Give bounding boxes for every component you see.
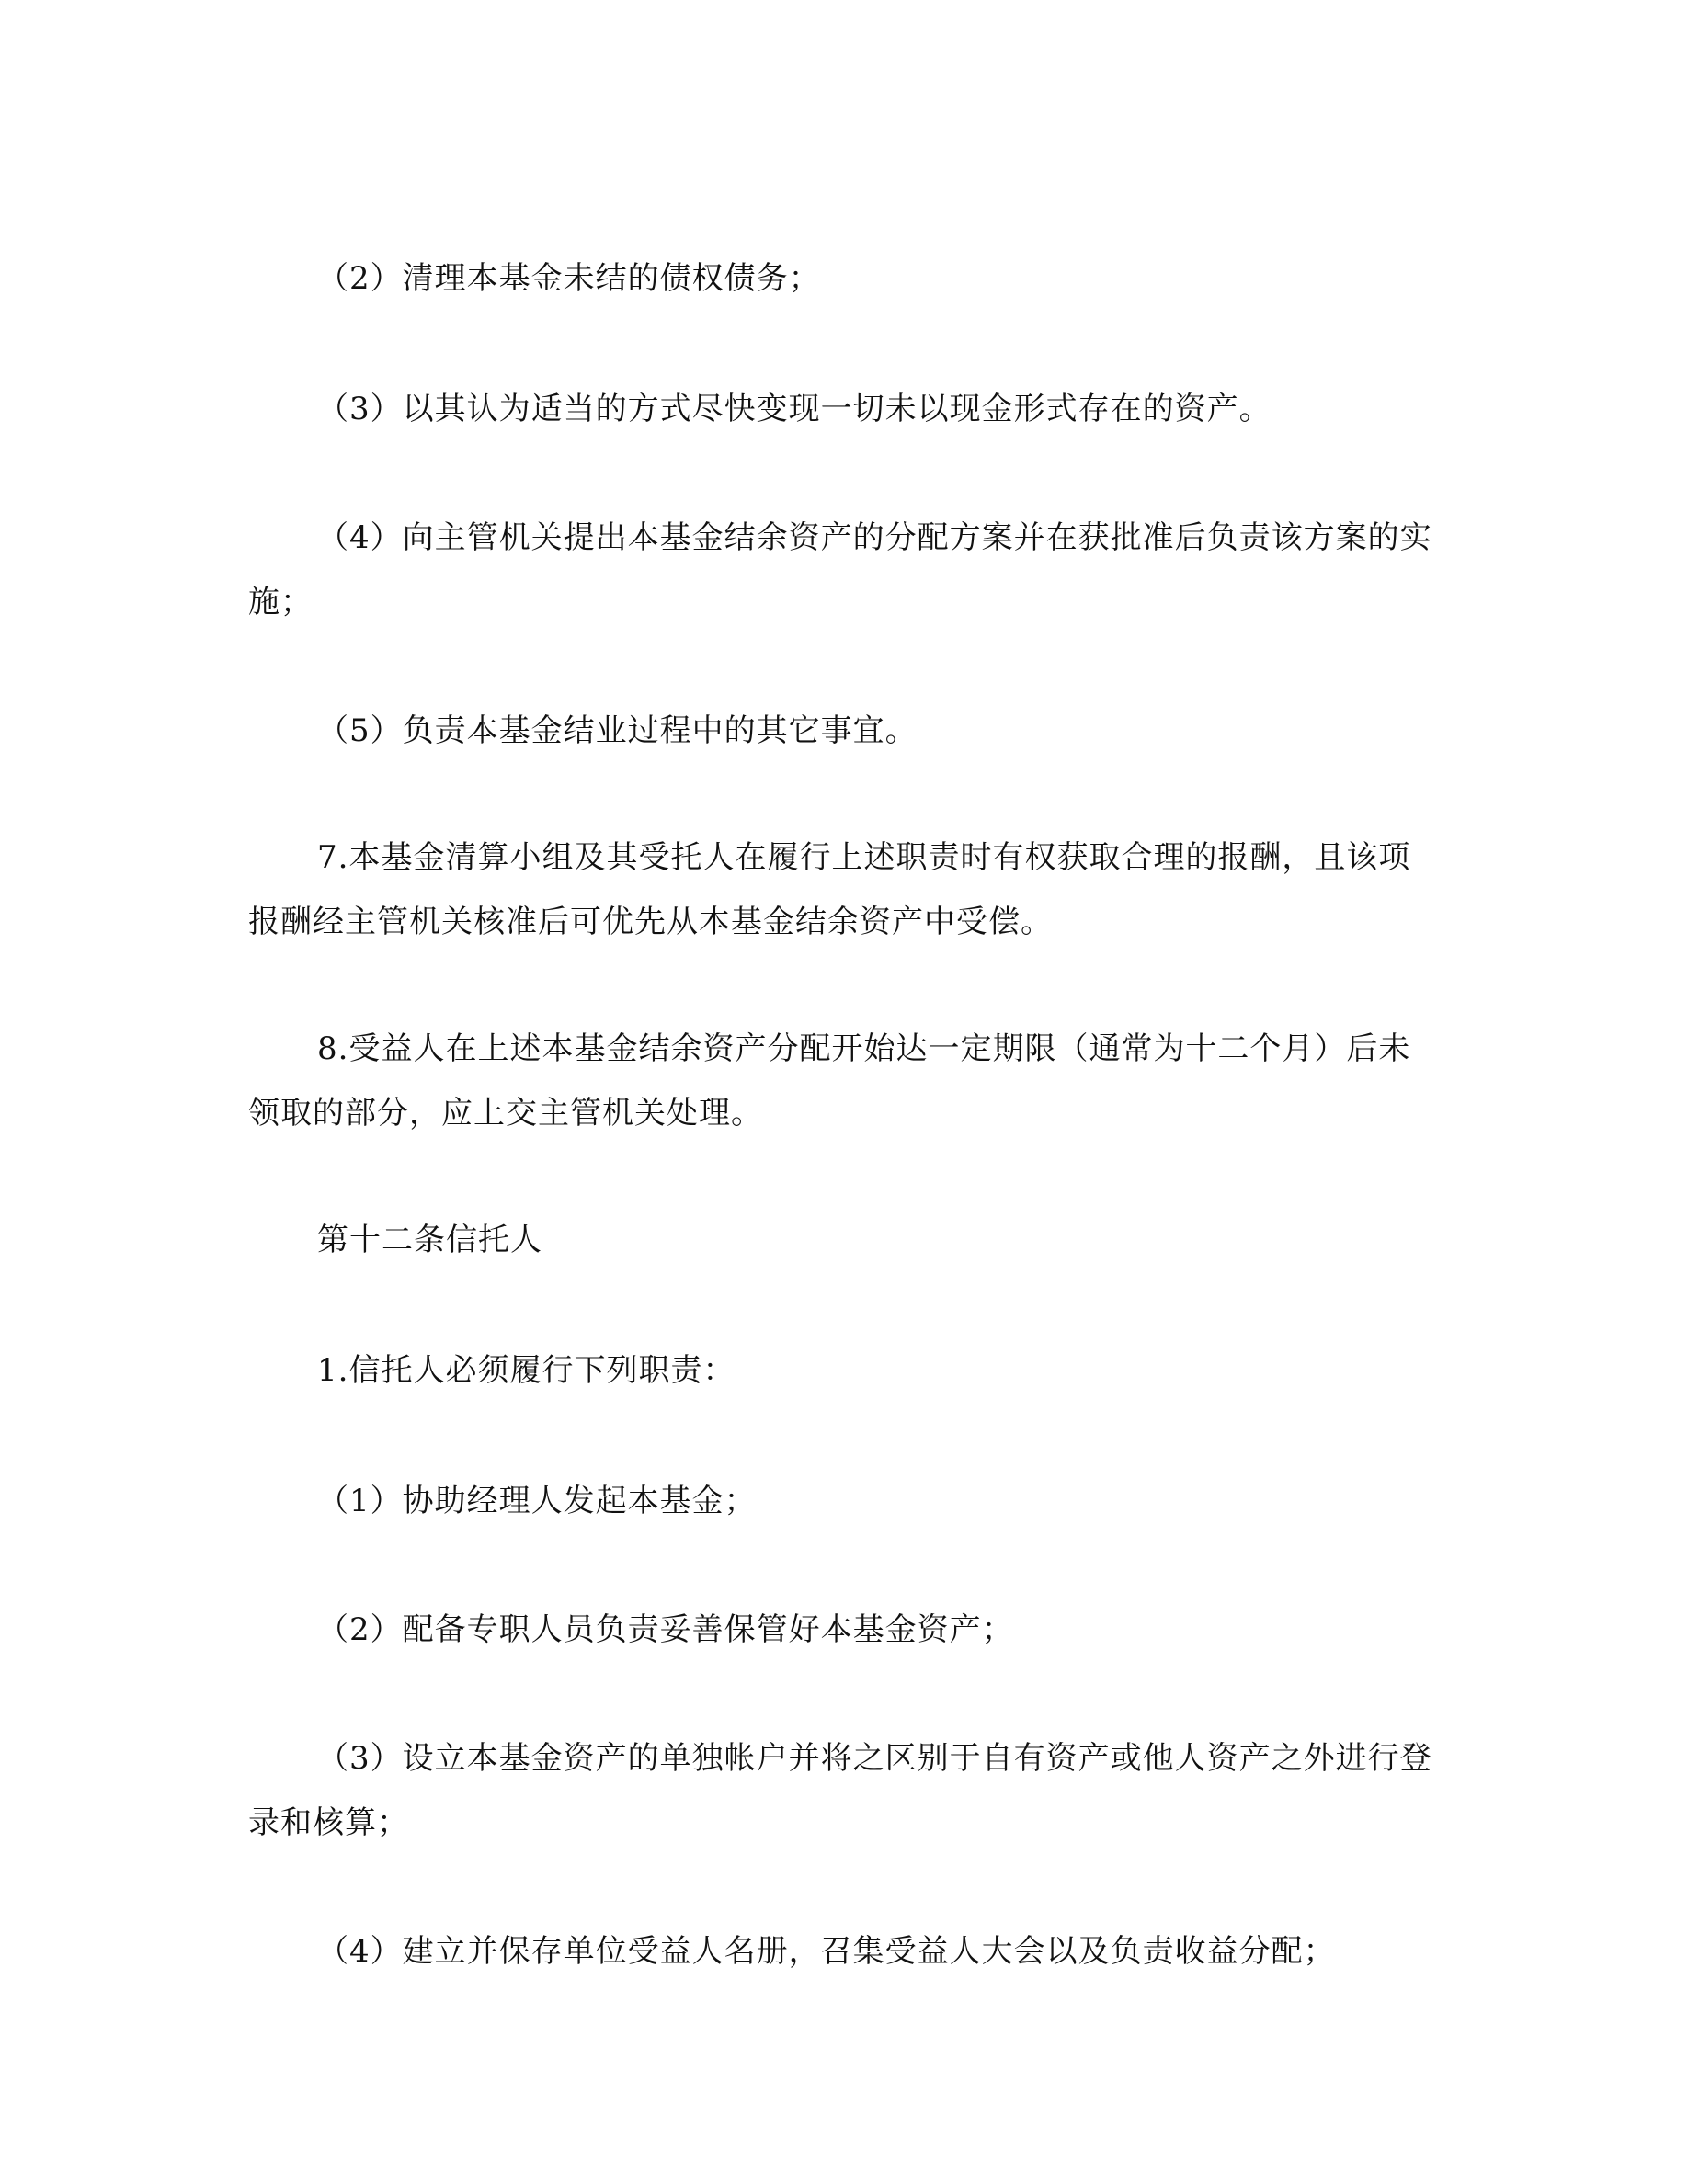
paragraph-trustee-duties-intro: 1.信托人必须履行下列职责： [317,1352,736,1389]
paragraph-clause-8: 8.受益人在上述本基金结余资产分配开始达一定期限（通常为十二个月）后未领取的部分，应上交主管机关处理。 [248,1030,1411,1132]
paragraph-liquidation-item-4: （4）向主管机关提出本基金结余资产的分配方案并在获批准后负责该方案的实施； [248,519,1432,620]
paragraph-trustee-duty-4: （4）建立并保存单位受益人名册，召集受益人大会以及负责收益分配； [317,1933,1336,1970]
section-heading-article-12: 第十二条信托人 [317,1222,542,1258]
paragraph-trustee-duty-1: （1）协助经理人发起本基金； [317,1483,757,1519]
paragraph-trustee-duty-3: （3）设立本基金资产的单独帐户并将之区别于自有资产或他人资产之外进行登录和核算； [248,1740,1432,1841]
paragraph-liquidation-item-3: （3）以其认为适当的方式尽快变现一切未以现金形式存在的资产。 [317,391,1272,427]
paragraph-liquidation-item-2: （2）清理本基金未结的债权债务； [317,260,821,297]
paragraph-liquidation-item-5: （5）负责本基金结业过程中的其它事宜。 [317,712,918,749]
paragraph-trustee-duty-2: （2）配备专职人员负责妥善保管好本基金资产； [317,1611,1014,1648]
paragraph-clause-7: 7.本基金清算小组及其受托人在履行上述职责时有权获取合理的报酬，且该项报酬经主管机关核准后可优先从本基金结余资产中受偿。 [248,839,1411,940]
